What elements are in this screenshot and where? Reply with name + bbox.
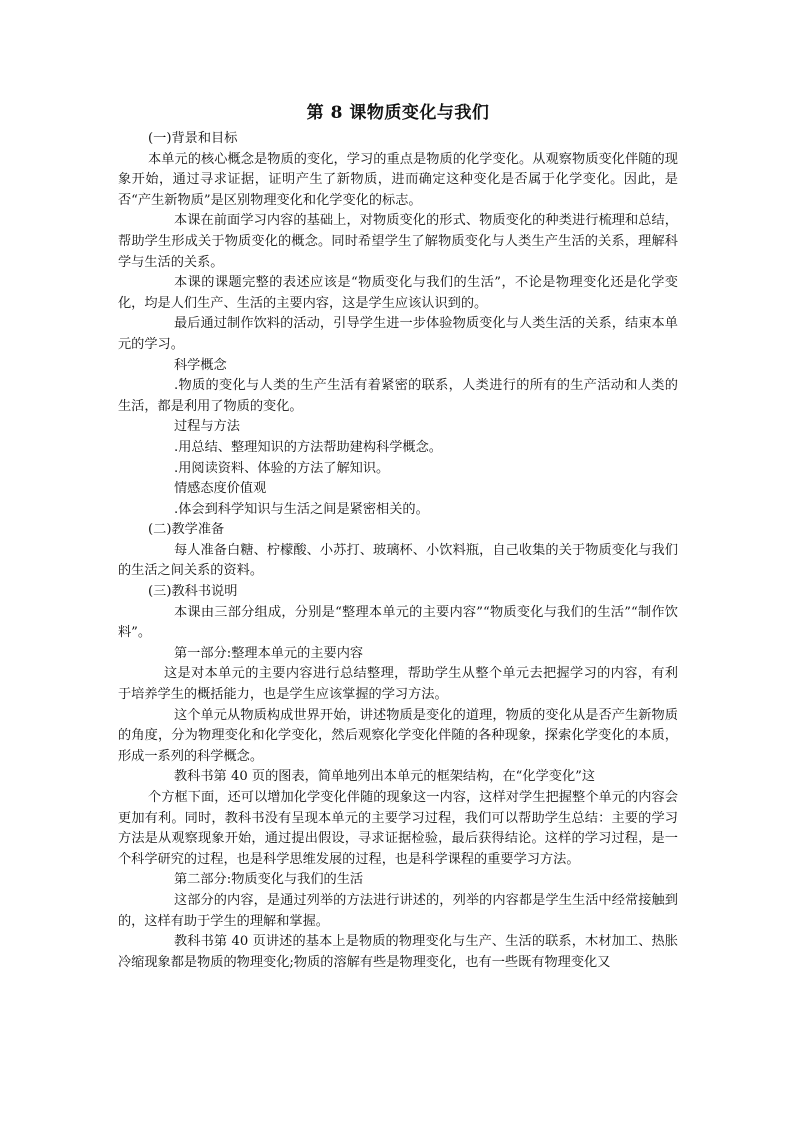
section-heading: 科学概念 xyxy=(174,357,227,373)
paragraph: 本单元的核心概念是物质的变化，学习的重点是物质的化学变化。从观察物质变化伴随的现象开始，通过寻求证据，证明产生了新物质，进而确定这种变化是否属于化学变化。因此，是否“产生新物质”是区别物理变化和化学变化的标志。 xyxy=(118,151,678,208)
document-body xyxy=(118,129,678,973)
paragraph: .体会到科学知识与生活之间是紧密相关的。 xyxy=(174,501,429,517)
section-heading: (一)背景和目标 xyxy=(148,131,238,146)
section-heading: 第一部分:整理本单元的主要内容 xyxy=(174,645,364,661)
document-page xyxy=(118,100,678,973)
paragraph: .物质的变化与人类的生产生活有着紧密的联系，人类进行的所有的生产活动和人类的生活，都是利用了物质的变化。 xyxy=(118,378,678,414)
paragraph: 这个单元从物质构成世界开始，讲述物质是变化的道理，物质的变化从是否产生新物质的角度，分为物理变化和化学变化，然后观察化学变化伴随的各种现象，探索化学变化的本质，形成一系列的科学概念。 xyxy=(118,707,678,764)
section-heading: 过程与方法 xyxy=(174,419,240,435)
section-heading: 第二部分:物质变化与我们的生活 xyxy=(174,872,364,888)
paragraph: 教科书第 40 页的图表，简单地列出本单元的框架结构，在“化学变化”这 xyxy=(174,769,596,785)
paragraph: 本课的课题完整的表述应该是“物质变化与我们的生活”，不论是物理变化还是化学变化，均是人们生产、生活的主要内容，这是学生应该认识到的。 xyxy=(118,275,678,311)
paragraph: 这部分的内容，是通过列举的方法进行讲述的，列举的内容都是学生生活中经常接触到的，这样有助于学生的理解和掌握。 xyxy=(118,892,678,929)
paragraph: 每人准备白糖、柠檬酸、小苏打、玻璃杯、小饮料瓶，自己收集的关于物质变化与我们的生活之间关系的资料。 xyxy=(118,542,678,579)
paragraph: 个方框下面，还可以增加化学变化伴随的现象这一内容，这样对学生把握整个单元的内容会更加有利。同时，教科书没有呈现本单元的主要学习过程，我们可以帮助学生总结：主要的学习方法是从观察现象开始，通过提出假设，寻求证据检验，最后获得结论。这样的学习过程，是一个科学研究的过程，也是科学思维发展的过程，也是科学课程的重要学习方法。 xyxy=(118,790,678,867)
paragraph: 这是对本单元的主要内容进行总结整理，帮助学生从整个单元去把握学习的内容，有利于培养学生的概括能力，也是学生应该掌握的学习方法。 xyxy=(118,666,678,703)
paragraph: 最后通过制作饮料的活动，引导学生进一步体验物质变化与人类生活的关系，结束本单元的学习。 xyxy=(118,316,678,352)
paragraph: 本课由三部分组成，分别是“整理本单元的主要内容”“物质变化与我们的生活”“制作饮料”。 xyxy=(118,604,678,641)
section-heading: 情感态度价值观 xyxy=(174,481,267,497)
paragraph: 教科书第 40 页讲述的基本上是物质的物理变化与生产、生活的联系，木材加工、热胀冷缩现象都是物质的物理变化;物质的溶解有些是物理变化，也有一些既有物理变化又 xyxy=(118,934,678,970)
section-heading: .用阅读资料、体验的方法了解知识。 xyxy=(174,460,390,476)
section-heading: (三)教科书说明 xyxy=(148,584,238,600)
section-heading: (二)教学准备 xyxy=(148,522,225,538)
paragraph: .用总结、整理知识的方法帮助建构科学概念。 xyxy=(174,439,442,455)
paragraph: 本课在前面学习内容的基础上，对物质变化的形式、物质变化的种类进行梳理和总结，帮助学生形成关于物质变化的概念。同时希望学生了解物质变化与人类生产生活的关系，理解科学与生活的关系。 xyxy=(118,213,678,270)
page-title: 第 8 课物质变化与我们 xyxy=(306,103,490,123)
